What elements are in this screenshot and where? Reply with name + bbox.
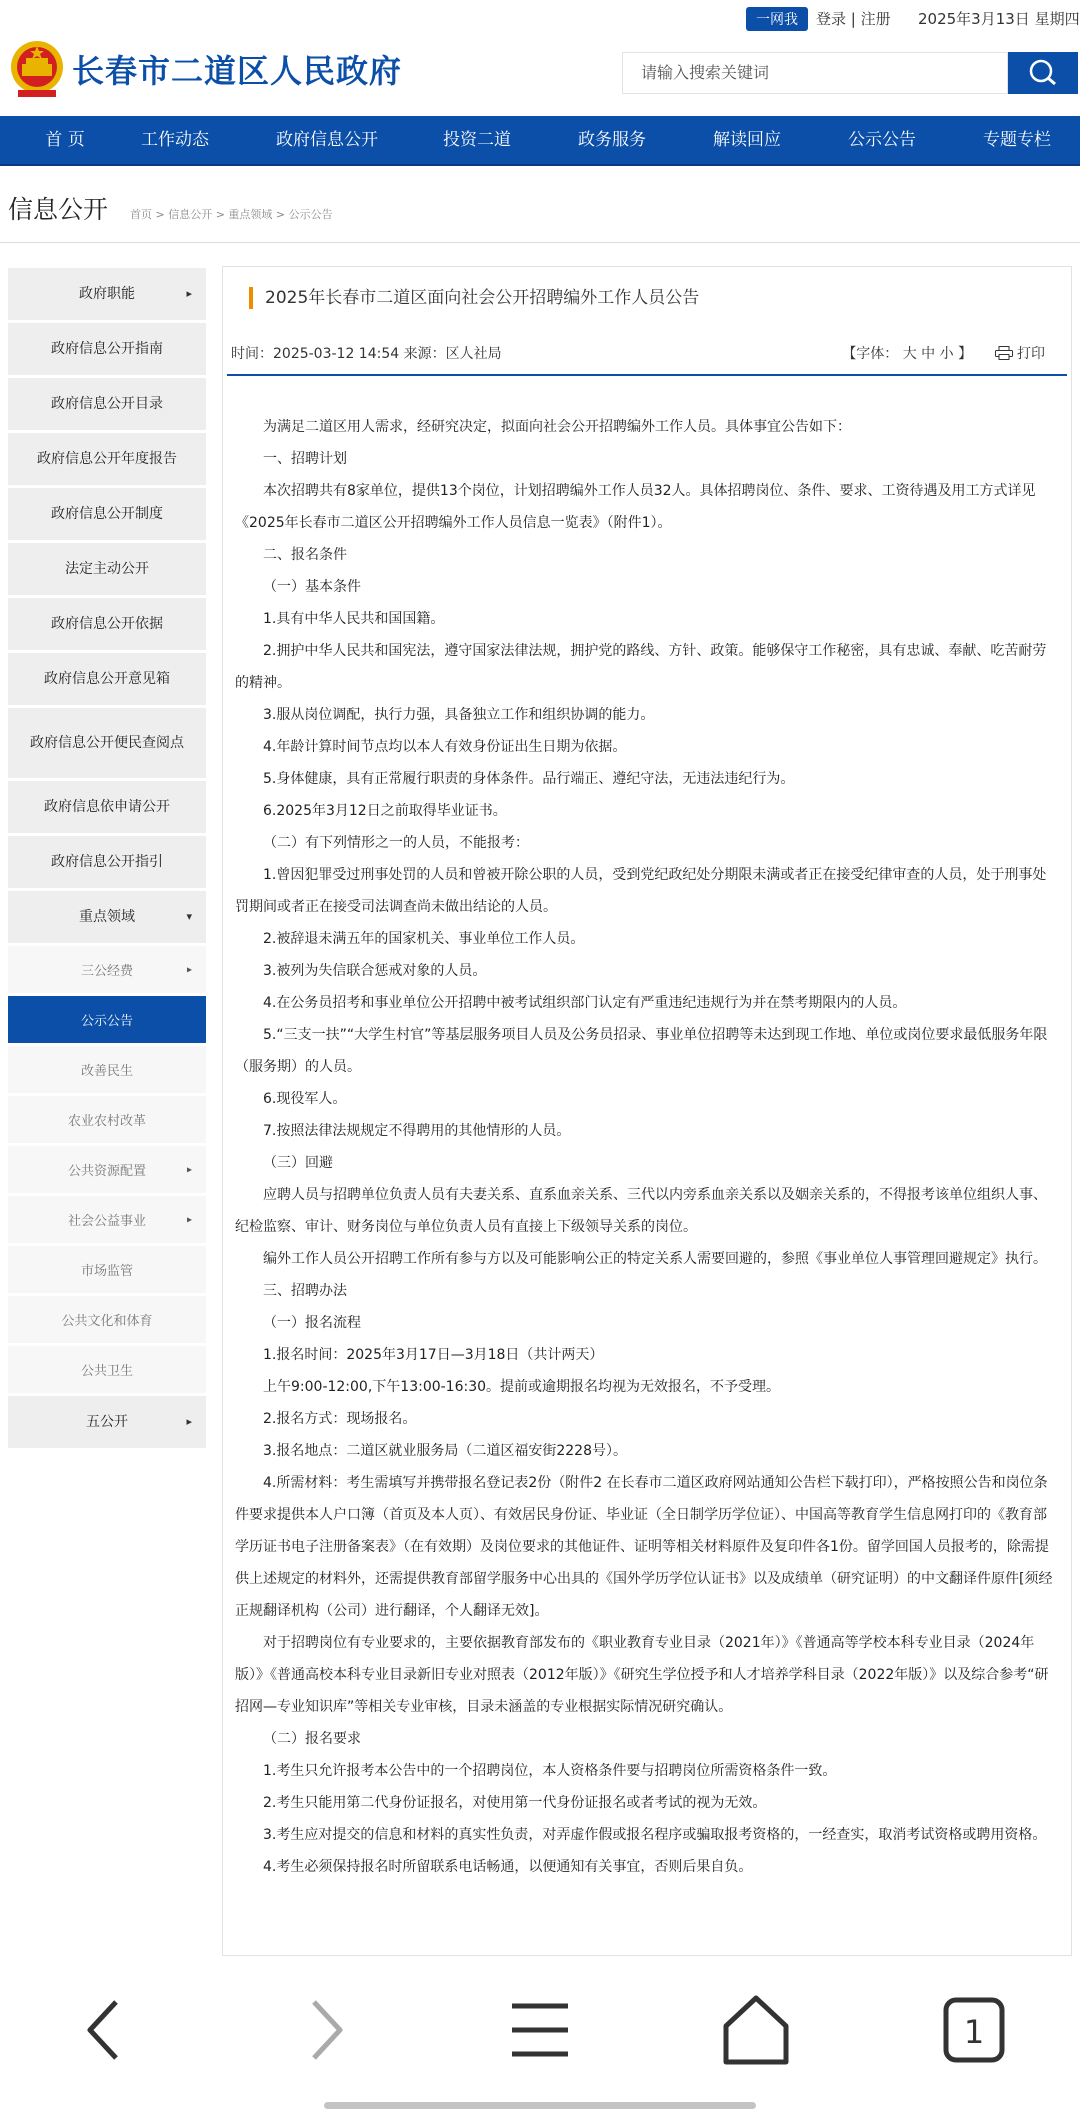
- login-register-link[interactable]: 登录 | 注册: [816, 10, 891, 28]
- article-paragraph: 4.所需材料：考生需填写并携带报名登记表2份（附件2 在长春市二道区政府网站通知公告栏下载打印），严格按照公告和岗位条件要求提供本人户口簿（首页及本人页）、有效居民身份证、毕业证（全日制学历学位证）、中国高等教育学生信息网打印的《教育部学历证书电子注册备案表》（在有效期）及岗位要求的其他证件、证明等相关材料原件及复印件各1份。留学回国人员报考的，除需提供上述规定的材料外，还需提供教育部留学服务中心出具的《国外学历学位认证书》以及成绩单（研究证明）的中文翻译件原件[须经正规翻译机构（公司）进行翻译，个人翻译无效]。: [235, 1475, 1053, 1619]
- sidebar-sub-livelihood[interactable]: [8, 1046, 206, 1093]
- article-paragraph: 7.按照法律法规规定不得聘用的其他情形的人员。: [263, 1123, 571, 1139]
- sidebar-item-statutory[interactable]: [8, 543, 206, 595]
- search-input[interactable]: 请输入搜索关键词: [622, 52, 1008, 94]
- nav-announcement[interactable]: 公示公告: [848, 130, 916, 150]
- article-paragraph: 4.考生必须保持报名时所留联系电话畅通，以便通知有关事宜，否则后果自负。: [263, 1859, 753, 1875]
- chevron-down-icon: ▾: [186, 910, 192, 923]
- sidebar-item-application[interactable]: [8, 781, 206, 833]
- sidebar-sub-culture-sports[interactable]: [8, 1296, 206, 1343]
- article-meta: 时间：2025-03-12 14:54 来源：区人社局: [231, 346, 502, 362]
- article-paragraph: 4.在公务员招考和事业单位公开招聘中被考试组织部门认定有严重违纪违规行为并在禁考期限内的人员。: [263, 995, 907, 1011]
- article-paragraph: 对于招聘岗位有专业要求的，主要依据教育部发布的《职业教育专业目录（2021年）》《普通高等学校本科专业目录（2024年版）》《普通高校本科专业目录新旧专业对照表（2012年版）》《研究生学位授予和人才培养学科目录（2022年版）》以及综合参考“研招网—专业知识库”等相关专业审核，目录未涵盖的专业根据实际情况研究确认。: [235, 1635, 1049, 1715]
- nav-special[interactable]: 专题专栏: [983, 130, 1051, 150]
- tabs-count-icon: [934, 1990, 1014, 2070]
- article-paragraph: （二）有下列情形之一的人员，不能报考：: [263, 835, 529, 851]
- article-paragraph: 为满足二道区用人需求，经研究决定，拟面向社会公开招聘编外工作人员。具体事宜公告如下：: [263, 419, 851, 435]
- article-paragraph: 6.现役军人。: [263, 1091, 347, 1107]
- menu-icon[interactable]: [500, 1990, 580, 2070]
- sidebar-item-label: 政府信息公开指南: [51, 341, 163, 357]
- article-tools: [842, 343, 1045, 363]
- font-size-switcher[interactable]: 【字体： 大 中 小 】: [842, 346, 973, 362]
- print-label: 打印: [1017, 346, 1045, 362]
- sidebar-item-system[interactable]: [8, 488, 206, 540]
- sidebar-item-label: 政府信息公开年度报告: [37, 451, 177, 467]
- article-paragraph: （二）报名要求: [263, 1731, 361, 1747]
- nav-interpretation[interactable]: 解读回应: [713, 130, 781, 150]
- article-paragraph: 3.被列为失信联合惩戒对象的人员。: [263, 963, 487, 979]
- national-emblem-icon: [8, 38, 66, 100]
- top-bar: [0, 0, 1080, 38]
- article-paragraph: （三）回避: [263, 1155, 333, 1171]
- sidebar-item-basis[interactable]: [8, 598, 206, 650]
- search-icon: [1008, 52, 1078, 94]
- sidebar-item-opinion-box[interactable]: [8, 653, 206, 705]
- nav-work-news[interactable]: 工作动态: [141, 130, 209, 150]
- article-paragraph: 1.曾因犯罪受过刑事处罚的人员和曾被开除公职的人员，受到党纪政纪处分期限未满或者正在接受纪律审查的人员，处于刑事处罚期间或者正在接受司法调查尚未做出结论的人员。: [235, 867, 1047, 915]
- article-paragraph: 6.2025年3月12日之前取得毕业证书。: [263, 803, 507, 819]
- sidebar-sub-public-health[interactable]: [8, 1346, 206, 1393]
- breadcrumb-path[interactable]: 首页 > 信息公开 > 重点领域 > 公示公告: [130, 208, 333, 221]
- sidebar-item-label: 政府信息公开制度: [51, 506, 163, 522]
- home-icon[interactable]: [716, 1990, 796, 2070]
- printer-icon: [995, 346, 1013, 360]
- sidebar-item-label: 政府信息公开目录: [51, 396, 163, 412]
- nav-invest[interactable]: 投资二道: [443, 130, 511, 150]
- nav-home[interactable]: 首 页: [45, 130, 85, 150]
- article-paragraph: 编外工作人员公开招聘工作所有参与方以及可能影响公正的特定关系人需要回避的，参照《事业单位人事管理回避规定》执行。: [263, 1251, 1047, 1267]
- forward-arrow-icon[interactable]: [284, 1990, 364, 2070]
- sidebar-item-label: 五公开: [86, 1414, 128, 1430]
- sidebar-sub-public-welfare[interactable]: [8, 1196, 206, 1243]
- article-paragraph: 三、招聘办法: [263, 1283, 347, 1299]
- sidebar-sub-three-public-funds[interactable]: [8, 946, 206, 993]
- sidebar-sub-label: 三公经费: [80, 964, 133, 979]
- article-body: [235, 411, 1055, 1883]
- sidebar-item-lookup-point[interactable]: [8, 708, 206, 778]
- sidebar-item-label: 政府信息公开便民查阅点: [30, 735, 184, 751]
- chevron-right-icon: ▸: [186, 1415, 192, 1428]
- sidebar-sub-label: 市场监管: [80, 1264, 133, 1279]
- article-paragraph: 二、报名条件: [263, 547, 347, 563]
- article-paragraph: 2.考生只能用第二代身份证报名，对使用第一代身份证报名或者考试的视为无效。: [263, 1795, 767, 1811]
- sidebar-item-annual-report[interactable]: [8, 433, 206, 485]
- sidebar-item-directions[interactable]: [8, 836, 206, 888]
- sidebar-item-label: 政府职能: [79, 286, 135, 302]
- tabs-button[interactable]: [934, 1990, 1014, 2070]
- sidebar-item-guide[interactable]: [8, 323, 206, 375]
- article-paragraph: 2.拥护中华人民共和国宪法，遵守国家法律法规，拥护党的路线、方针、政策。能够保守工作秘密，具有忠诚、奉献、吃苦耐劳的精神。: [235, 643, 1047, 691]
- article-paragraph: （一）报名流程: [263, 1315, 361, 1331]
- sidebar-sub-label: 社会公益事业: [67, 1214, 146, 1229]
- sidebar-sub-label: 公共卫生: [80, 1364, 133, 1379]
- breadcrumb: [0, 164, 1080, 243]
- chevron-right-icon: ▸: [186, 964, 192, 975]
- article-paragraph: 1.考生只允许报考本公告中的一个招聘岗位，本人资格条件要与招聘岗位所需资格条件一致。: [263, 1763, 837, 1779]
- sidebar-sub-market-supervision[interactable]: [8, 1246, 206, 1293]
- sidebar-item-label: 政府信息公开依据: [51, 616, 163, 632]
- section-title: 信息公开: [8, 195, 109, 224]
- browser-toolbar: [0, 1956, 1080, 2114]
- yiwang-button[interactable]: 一网我: [746, 7, 808, 31]
- article-paragraph: 上午9:00-12:00,下午13:00-16:30。提前或逾期报名均视为无效报名，不予受理。: [263, 1379, 781, 1395]
- chevron-right-icon: ▸: [186, 287, 192, 300]
- article-paragraph: 1.具有中华人民共和国国籍。: [263, 611, 445, 627]
- sidebar-item-label: 法定主动公开: [65, 561, 149, 577]
- nav-gov-info[interactable]: 政府信息公开: [276, 130, 378, 150]
- article-paragraph: 3.考生应对提交的信息和材料的真实性负责，对弄虚作假或报名程序或骗取报考资格的，一经查实，取消考试资格或聘用资格。: [263, 1827, 1047, 1843]
- sidebar-sub-label: 改善民生: [80, 1064, 133, 1079]
- svg-text:1: 1: [963, 2013, 985, 2051]
- chevron-right-icon: ▸: [186, 1214, 192, 1225]
- article-panel: [222, 266, 1072, 1956]
- sidebar-sub-label: 公示公告: [80, 1014, 133, 1029]
- title-divider: [227, 374, 1067, 376]
- nav-gov-service[interactable]: 政务服务: [578, 130, 646, 150]
- sidebar-item-gov-function[interactable]: [8, 268, 206, 320]
- sidebar: [8, 268, 206, 1451]
- sidebar-item-key-areas[interactable]: [8, 891, 206, 943]
- sidebar-sub-rural-reform[interactable]: [8, 1096, 206, 1143]
- article-paragraph: 1.报名时间：2025年3月17日—3月18日（共计两天）: [263, 1347, 604, 1363]
- article-paragraph: 4.年龄计算时间节点均以本人有效身份证出生日期为依据。: [263, 739, 627, 755]
- home-indicator[interactable]: [324, 2102, 756, 2109]
- sidebar-item-label: 政府信息公开意见箱: [44, 671, 170, 687]
- article-paragraph: 3.服从岗位调配，执行力强，具备独立工作和组织协调的能力。: [263, 707, 655, 723]
- article-title: 2025年长春市二道区面向社会公开招聘编外工作人员公告: [249, 287, 699, 309]
- sidebar-item-label: 政府信息依申请公开: [44, 799, 170, 815]
- article-paragraph: 本次招聘共有8家单位，提供13个岗位，计划招聘编外工作人员32人。具体招聘岗位、条件、要求、工资待遇及用工方式详见《2025年长春市二道区公开招聘编外工作人员信息一览表》（附件1）。: [235, 483, 1036, 531]
- article-paragraph: 一、招聘计划: [263, 451, 347, 467]
- print-button[interactable]: [995, 346, 1045, 362]
- article-paragraph: （一）基本条件: [263, 579, 361, 595]
- sidebar-sub-resource-allocation[interactable]: [8, 1146, 206, 1193]
- sidebar-item-catalog[interactable]: [8, 378, 206, 430]
- sidebar-item-label: 政府信息公开指引: [51, 854, 163, 870]
- site-header: [0, 38, 1080, 116]
- article-paragraph: 5.身体健康，具有正常履行职责的身体条件。品行端正、遵纪守法，无违法违纪行为。: [263, 771, 795, 787]
- current-date: 2025年3月13日 星期四: [918, 10, 1080, 28]
- sidebar-item-label: 重点领域: [79, 909, 135, 925]
- article-paragraph: 应聘人员与招聘单位负责人员有夫妻关系、直系血亲关系、三代以内旁系血亲关系以及姻亲关系的，不得报考该单位组织人事、纪检监察、审计、财务岗位与单位负责人员有直接上下级领导关系的岗位。: [235, 1187, 1047, 1235]
- chevron-right-icon: ▸: [186, 1164, 192, 1175]
- search-button[interactable]: [1008, 52, 1078, 94]
- article-paragraph: 2.报名方式：现场报名。: [263, 1411, 417, 1427]
- back-arrow-icon[interactable]: [66, 1990, 146, 2070]
- main-nav: [0, 116, 1080, 166]
- sidebar-sub-label: 公共文化和体育: [61, 1314, 153, 1329]
- sidebar-sub-label: 公共资源配置: [67, 1164, 146, 1179]
- sidebar-item-five-public[interactable]: [8, 1396, 206, 1448]
- article-paragraph: 2.被辞退未满五年的国家机关、事业单位工作人员。: [263, 931, 585, 947]
- sidebar-sub-label: 农业农村改革: [67, 1114, 146, 1129]
- article-paragraph: 3.报名地点：二道区就业服务局（二道区福安街2228号）。: [263, 1443, 627, 1459]
- sidebar-sub-announcement[interactable]: [8, 996, 206, 1043]
- site-title[interactable]: 长春市二道区人民政府: [72, 52, 403, 90]
- article-paragraph: 5.“三支一扶”“大学生村官”等基层服务项目人员及公务员招录、事业单位招聘等未达到现工作地、单位或岗位要求最低服务年限（服务期）的人员。: [235, 1027, 1048, 1075]
